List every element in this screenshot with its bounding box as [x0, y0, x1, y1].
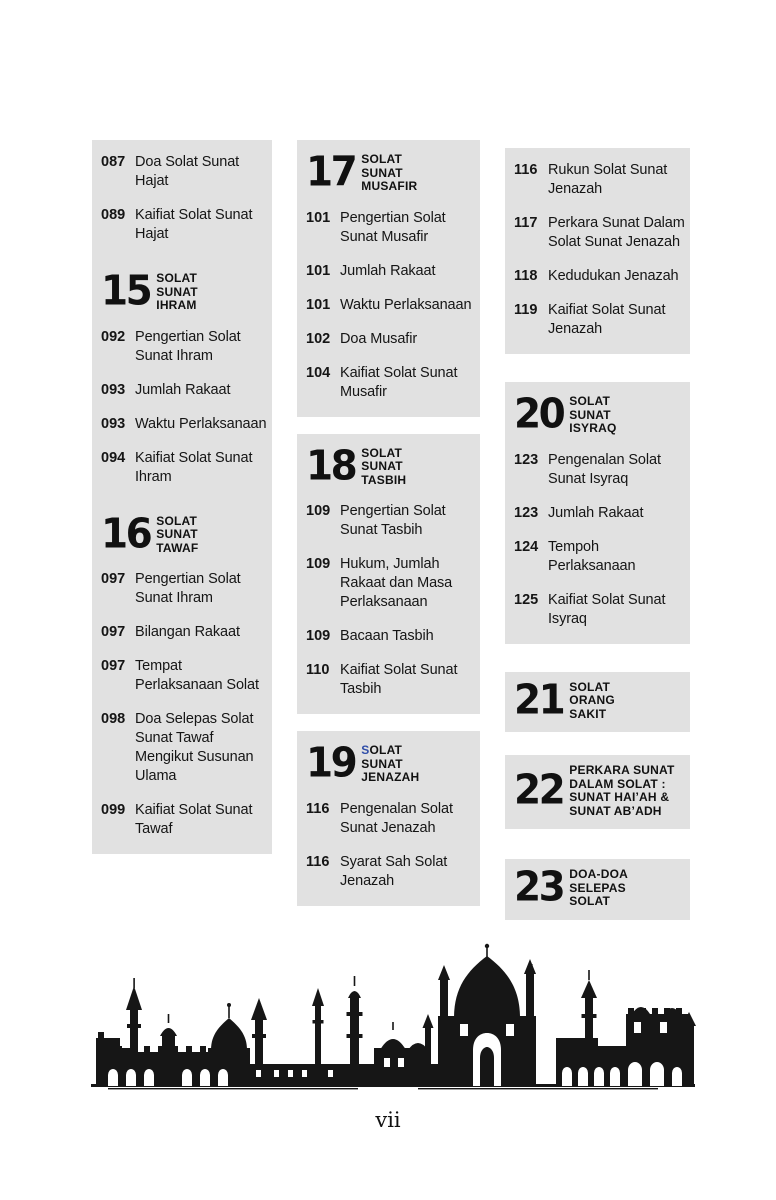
- chapter-title-line: SOLAT: [361, 445, 403, 460]
- chapter-title: [569, 868, 628, 909]
- toc-entry: [101, 801, 269, 839]
- chapter-title-line: SOLAT: [156, 271, 198, 285]
- toc-entry-title: Bacaan Tasbih: [340, 628, 434, 644]
- toc-entry-page: 110: [306, 662, 330, 678]
- toc-entry: [101, 710, 269, 786]
- chapter-header: [101, 268, 269, 316]
- toc-entry-page: 109: [306, 556, 331, 572]
- chapter-title: [569, 764, 674, 818]
- chapter-title-line: SUNAT AB’ADH: [569, 803, 662, 818]
- chapter-number: 22: [514, 767, 564, 814]
- toc-entry: [306, 661, 477, 699]
- chapter-header: [101, 510, 269, 558]
- toc-entry-title: Pengertian Solat Sunat Musafir: [340, 209, 446, 245]
- toc-entry: [101, 328, 269, 366]
- toc-entry-title: Kaifiat Solat Sunat Tasbih: [340, 662, 458, 697]
- chapter-title: [361, 447, 406, 488]
- toc-column-left: [92, 140, 272, 920]
- chapter-title-line: MUSAFIR: [361, 179, 418, 193]
- chapter-title-blue-letter: S: [361, 743, 370, 757]
- toc-entry: [101, 381, 269, 400]
- toc-entry-page: 097: [101, 571, 126, 587]
- chapter-header: [514, 676, 687, 724]
- chapter-header: [306, 442, 477, 490]
- chapter-title: [156, 515, 198, 556]
- chapter-title: [156, 272, 197, 313]
- toc-entry: [514, 591, 687, 629]
- chapter-title-line: JENAZAH: [361, 770, 420, 784]
- chapter-title: [569, 395, 616, 436]
- toc-entry-page: 098: [101, 711, 126, 727]
- chapter-title-line: SUNAT: [569, 407, 611, 422]
- chapter-number: 19: [306, 740, 356, 788]
- chapter-header: [514, 391, 687, 439]
- chapter-title-line: SUNAT: [156, 284, 198, 299]
- toc-entry: [514, 214, 687, 252]
- toc-entry-page: 104: [306, 364, 331, 381]
- toc-entry-title: Kaifiat Solat Sunat Tawaf: [135, 802, 253, 837]
- toc-entry: [101, 657, 269, 695]
- toc-box-chapter-16: [92, 502, 272, 855]
- toc-entry-page: 093: [101, 381, 126, 398]
- toc-entry-page: 123: [514, 504, 539, 521]
- toc-entry: [306, 296, 477, 315]
- toc-entry-title: Kaifiat Solat Sunat Jenazah: [548, 302, 666, 337]
- chapter-title: [361, 744, 419, 785]
- toc-entry: [306, 627, 477, 646]
- toc-entry: [306, 853, 477, 891]
- chapter-number: 18: [306, 442, 356, 490]
- chapter-title-line: TAWAF: [156, 540, 199, 555]
- toc-entry-page: 101: [306, 209, 331, 226]
- toc-entry-page: 094: [101, 449, 126, 466]
- toc-entry-page: 097: [101, 624, 126, 640]
- chapter-header: [306, 149, 477, 197]
- chapter-number: 20: [514, 391, 564, 439]
- mosque-skyline-illustration: [88, 942, 700, 1092]
- toc-entry-title: Doa Selepas Solat Sunat Tawaf Mengikut Susunan Ulama: [135, 711, 254, 784]
- toc-entry-title: Doa Solat Sunat Hajat: [135, 154, 240, 189]
- toc-box-chapter-20: [505, 382, 690, 644]
- toc-entry-page: 093: [101, 415, 126, 432]
- toc-entry: [306, 209, 477, 247]
- toc-entry-title: Tempoh Perlaksanaan: [548, 538, 636, 574]
- toc-entry-title: Kaifiat Solat Sunat Hajat: [135, 207, 253, 242]
- toc-entry: [306, 555, 477, 612]
- toc-entry-title: Pengertian Solat Sunat Tasbih: [340, 503, 446, 538]
- toc-entry: [101, 570, 269, 608]
- chapter-title-line: SUNAT HAI’AH &: [569, 790, 670, 804]
- chapter-title-line: ORANG: [569, 693, 615, 707]
- toc-box-hajat: [92, 140, 272, 259]
- chapter-title-line: SAKIT: [569, 706, 607, 721]
- toc-entry-title: Jumlah Rakaat: [548, 504, 644, 521]
- toc-entry-title: Kaifiat Solat Sunat Musafir: [340, 364, 458, 400]
- chapter-number: 16: [101, 510, 151, 558]
- toc-column-right: [505, 140, 690, 920]
- chapter-title: [361, 153, 417, 194]
- chapter-title: [569, 681, 615, 722]
- toc-entry-title: Kedudukan Jenazah: [548, 268, 679, 284]
- toc-entry: [514, 301, 687, 339]
- toc-box-chapter-22: [505, 755, 690, 829]
- chapter-header: [514, 864, 687, 912]
- toc-entry-title: Waktu Perlaksanaan: [135, 415, 267, 432]
- toc-box-chapter-18: [297, 434, 480, 715]
- toc-entry-page: 125: [514, 591, 539, 608]
- toc-entry-title: Pengenalan Solat Sunat Isyraq: [548, 451, 661, 487]
- toc-entry: [101, 153, 269, 191]
- toc-entry-title: Kaifiat Solat Sunat Isyraq: [548, 591, 666, 627]
- toc-entry-title: Syarat Sah Solat Jenazah: [340, 853, 448, 889]
- chapter-title-line: SOLAT: [569, 894, 611, 908]
- toc-entry-title: Perkara Sunat Dalam Solat Sunat Jenazah: [548, 215, 685, 250]
- toc-entry-title: Waktu Perlaksanaan: [340, 296, 472, 313]
- chapter-title-line: [361, 744, 419, 758]
- chapter-title-line: SUNAT: [156, 527, 198, 541]
- toc-entry-page: 123: [514, 451, 539, 468]
- toc-entry: [514, 538, 687, 576]
- chapter-title-line: SOLAT: [156, 513, 198, 528]
- toc-column-middle: [297, 140, 480, 920]
- chapter-number: 17: [306, 149, 356, 197]
- toc-entry: [306, 502, 477, 540]
- toc-entry-page: 116: [306, 853, 330, 870]
- toc-entry-title: Tempat Perlaksanaan Solat: [135, 658, 259, 693]
- toc-box-jenazah: [505, 148, 690, 354]
- table-of-contents: [92, 140, 690, 920]
- chapter-number: 21: [514, 676, 564, 724]
- toc-entry-title: Jumlah Rakaat: [340, 262, 436, 279]
- toc-box-chapter-21: [505, 672, 690, 733]
- toc-entry: [306, 364, 477, 402]
- page-number: vii: [375, 1108, 401, 1132]
- toc-entry-title: Bilangan Rakaat: [135, 624, 240, 640]
- toc-entry: [306, 800, 477, 838]
- toc-entry: [306, 330, 477, 349]
- toc-entry-page: 092: [101, 328, 126, 345]
- toc-entry-page: 118: [514, 268, 538, 284]
- chapter-title-line: SUNAT: [361, 756, 403, 771]
- toc-entry-page: 117: [514, 215, 538, 231]
- chapter-title-line: SOLAT: [569, 679, 611, 694]
- toc-entry-title: Pengenalan Solat Sunat Jenazah: [340, 800, 453, 836]
- toc-entry: [514, 267, 687, 286]
- toc-entry-title: Hukum, Jumlah Rakaat dan Masa Perlaksanaan: [340, 556, 453, 610]
- toc-entry-page: 101: [306, 262, 331, 279]
- toc-entry-page: 097: [101, 658, 126, 674]
- toc-entry-page: 101: [306, 296, 331, 313]
- toc-entry-title: Pengertian Solat Sunat Ihram: [135, 328, 241, 364]
- toc-entry: [101, 623, 269, 642]
- toc-entry: [514, 161, 687, 199]
- toc-entry-page: 109: [306, 503, 331, 519]
- chapter-title-line: IHRAM: [156, 298, 197, 312]
- toc-box-chapter-23: [505, 859, 690, 920]
- chapter-title-line: SUNAT: [361, 165, 403, 180]
- chapter-title-line: SOLAT: [361, 152, 403, 166]
- toc-entry-page: 087: [101, 154, 126, 170]
- chapter-title-line: SELEPAS: [569, 880, 626, 895]
- toc-entry-page: 116: [514, 162, 538, 178]
- chapter-number: 15: [101, 268, 151, 316]
- chapter-header: [514, 764, 687, 818]
- toc-entry-page: 099: [101, 802, 126, 818]
- toc-entry-title: Rukun Solat Sunat Jenazah: [548, 162, 668, 197]
- toc-entry: [514, 504, 687, 523]
- chapter-number: 23: [514, 864, 564, 912]
- chapter-title-line: PERKARA SUNAT: [569, 763, 675, 777]
- chapter-title-line: ISYRAQ: [569, 421, 617, 435]
- toc-entry: [101, 206, 269, 244]
- toc-entry-page: 119: [514, 302, 538, 318]
- toc-box-chapter-17: [297, 140, 480, 417]
- toc-entry-page: 124: [514, 538, 539, 555]
- chapter-header: [306, 740, 477, 788]
- toc-entry-title: Jumlah Rakaat: [135, 381, 231, 398]
- chapter-title-line-rest: OLAT: [369, 743, 403, 757]
- toc-box-chapter-19: [297, 731, 480, 906]
- chapter-title-line: SOLAT: [569, 394, 611, 408]
- chapter-title-line: DOA-DOA: [569, 867, 629, 881]
- chapter-title-line: DALAM SOLAT :: [569, 776, 666, 791]
- toc-entry-page: 116: [306, 800, 330, 817]
- toc-entry-page: 089: [101, 207, 126, 223]
- toc-entry-title: Kaifiat Solat Sunat Ihram: [135, 449, 253, 485]
- toc-box-chapter-15: [92, 259, 272, 502]
- chapter-title-line: TASBIH: [361, 472, 407, 487]
- chapter-title-line: SUNAT: [361, 459, 403, 473]
- toc-entry-page: 109: [306, 628, 331, 644]
- toc-entry: [101, 415, 269, 434]
- toc-entry-title: Doa Musafir: [340, 330, 418, 347]
- toc-entry: [306, 262, 477, 281]
- toc-entry-page: 102: [306, 330, 331, 347]
- toc-entry: [101, 449, 269, 487]
- toc-entry-title: Pengertian Solat Sunat Ihram: [135, 571, 241, 606]
- toc-entry: [514, 451, 687, 489]
